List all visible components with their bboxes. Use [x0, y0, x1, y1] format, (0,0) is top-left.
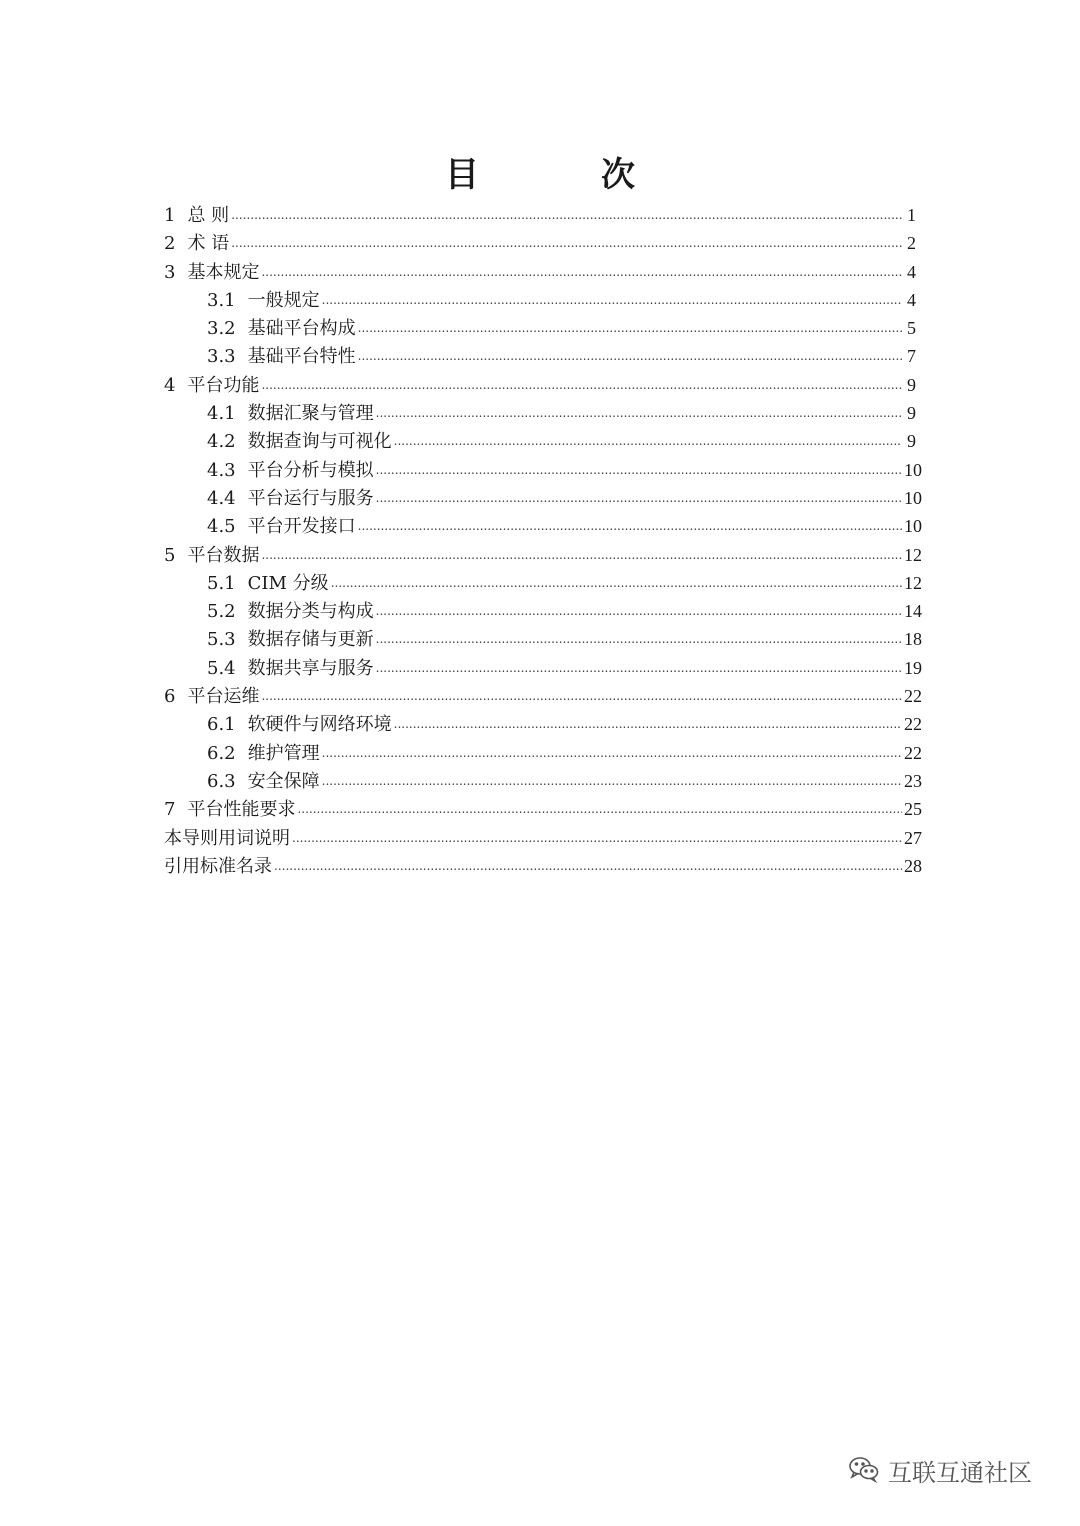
toc-subentry[interactable] — [164, 597, 922, 625]
toc-entry-page: 7 — [907, 346, 916, 367]
toc-entry-label: 维护管理 — [247, 742, 320, 764]
toc-subentry[interactable] — [164, 314, 916, 342]
toc-entry-label: 基本规定 — [187, 261, 260, 283]
toc-entry-label: 一般规定 — [247, 289, 320, 311]
toc-entry-label: 本导则用词说明 — [164, 827, 290, 849]
toc-leader-dots — [376, 484, 902, 512]
toc-subentry[interactable] — [164, 456, 922, 484]
toc-entry-page: 12 — [904, 544, 922, 565]
toc-entry-number: 4 — [164, 374, 176, 396]
toc-entry-label: 软硬件与网络环境 — [247, 714, 392, 736]
toc-subentry[interactable] — [164, 654, 922, 682]
toc-leader-dots — [292, 824, 902, 852]
toc-leader-dots — [331, 569, 902, 597]
toc-entry-page: 10 — [904, 487, 922, 508]
toc-entry-label: 平台开发接口 — [247, 516, 356, 538]
toc-leader-dots — [274, 852, 902, 880]
toc-entry-number: 4.2 — [207, 431, 236, 453]
toc-entry-label: CIM 分级 — [247, 572, 329, 594]
toc-entry-page: 1 — [907, 205, 916, 225]
toc-entry[interactable] — [164, 258, 916, 286]
toc-entry-number: 5.2 — [207, 601, 236, 623]
toc-entry-page: 5 — [907, 318, 916, 339]
toc-entry-label: 总 则 — [187, 205, 230, 226]
toc-entry-label: 数据分类与构成 — [247, 601, 374, 623]
toc-leader-dots — [231, 201, 902, 229]
toc-entry-label: 平台数据 — [187, 544, 260, 566]
toc-entry-page: 22 — [904, 742, 922, 763]
toc-entry[interactable] — [164, 682, 922, 710]
toc-leader-dots — [376, 456, 902, 484]
toc-entry-page: 4 — [907, 261, 916, 282]
toc-entry-label: 引用标准名录 — [164, 855, 272, 877]
toc-leader-dots — [358, 342, 902, 370]
toc-entry-page: 9 — [907, 431, 916, 452]
toc-entry-page: 2 — [907, 233, 916, 254]
toc-entry-page: 23 — [904, 770, 922, 791]
toc-entry-page: 28 — [904, 855, 922, 876]
toc-entry-number: 6 — [164, 686, 176, 708]
toc-entry-number: 4.5 — [207, 516, 236, 538]
toc-leader-dots — [261, 258, 902, 286]
toc-entry-label: 安全保障 — [247, 770, 320, 792]
toc-entry-page: 19 — [904, 657, 922, 678]
toc-entry-number: 3 — [164, 261, 176, 283]
toc-subentry[interactable] — [164, 399, 916, 427]
toc-subentry[interactable] — [164, 767, 922, 795]
toc-entry-page: 22 — [904, 714, 922, 735]
watermark-text: 互联互通社区 — [888, 1458, 1032, 1487]
toc-entry-label: 平台运维 — [187, 686, 260, 708]
toc-entry-number: 2 — [164, 233, 176, 255]
toc-subentry[interactable] — [164, 342, 916, 370]
toc-entry-number: 4.4 — [207, 487, 236, 509]
toc-entry[interactable] — [164, 824, 922, 852]
toc-entry-label: 平台性能要求 — [187, 799, 296, 821]
toc-subentry[interactable] — [164, 512, 922, 540]
toc-leader-dots — [322, 767, 902, 795]
toc-entry[interactable] — [164, 795, 922, 823]
toc-entry-number: 5.4 — [207, 657, 236, 679]
toc-subentry[interactable] — [164, 739, 922, 767]
toc-entry-page: 10 — [904, 459, 922, 480]
toc-entry-page: 10 — [904, 516, 922, 537]
toc-entry[interactable] — [164, 201, 916, 229]
wechat-icon — [848, 1455, 880, 1490]
toc-leader-dots — [376, 399, 902, 427]
toc-entry-page: 4 — [907, 289, 916, 310]
toc-leader-dots — [376, 654, 902, 682]
toc-entry-number: 4.1 — [207, 403, 236, 425]
toc-entry-page: 27 — [904, 827, 922, 848]
toc-leader-dots — [231, 229, 902, 257]
toc-leader-dots — [297, 795, 902, 823]
toc-entry-number: 3.2 — [207, 318, 236, 340]
toc-leader-dots — [394, 427, 902, 455]
toc-entry[interactable] — [164, 852, 922, 880]
toc-entry-page: 12 — [904, 572, 922, 593]
toc-leader-dots — [261, 541, 902, 569]
toc-entry-number: 6.3 — [207, 770, 236, 792]
toc-entry-page: 22 — [904, 686, 922, 707]
toc-entry-label: 数据汇聚与管理 — [247, 403, 374, 425]
toc-leader-dots — [358, 512, 902, 540]
toc-subentry[interactable] — [164, 710, 922, 738]
toc-leader-dots — [376, 597, 902, 625]
toc-entry-label: 平台分析与模拟 — [247, 459, 374, 481]
toc-entry-number: 3.3 — [207, 346, 236, 368]
toc-entry-label: 术 语 — [187, 233, 230, 255]
toc-entry-page: 9 — [907, 403, 916, 424]
toc-entry-page: 25 — [904, 799, 922, 820]
toc-entry-number: 1 — [164, 205, 176, 226]
toc-entry-label: 数据存储与更新 — [247, 629, 374, 651]
toc-entry-number: 6.2 — [207, 742, 236, 764]
toc-leader-dots — [358, 314, 902, 342]
toc-leader-dots — [322, 739, 902, 767]
toc-subentry[interactable] — [164, 625, 922, 653]
toc-entry-number: 5.1 — [207, 572, 236, 594]
toc-leader-dots — [322, 286, 902, 314]
toc-leader-dots — [376, 625, 902, 653]
toc-entry-number: 3.1 — [207, 289, 236, 311]
toc-entry[interactable] — [164, 541, 922, 569]
toc-entry-label: 平台功能 — [187, 374, 260, 396]
toc-entry-label: 基础平台特性 — [247, 346, 356, 368]
toc-entry-label: 数据查询与可视化 — [247, 431, 392, 453]
toc-entry-label: 平台运行与服务 — [247, 487, 374, 509]
page-title: 目 次 — [445, 154, 679, 195]
toc-entry-number: 5.3 — [207, 629, 236, 651]
toc-entry-number: 6.1 — [207, 714, 236, 736]
toc-entry-number: 5 — [164, 544, 176, 566]
toc-entry-label: 数据共享与服务 — [247, 657, 374, 679]
watermark — [848, 1455, 1032, 1490]
table-of-contents — [164, 201, 922, 880]
toc-entry[interactable] — [164, 371, 916, 399]
toc-leader-dots — [261, 682, 902, 710]
toc-entry[interactable] — [164, 229, 916, 257]
toc-entry-page: 14 — [904, 601, 922, 622]
toc-entry-page: 9 — [907, 374, 916, 395]
toc-leader-dots — [394, 710, 902, 738]
toc-subentry[interactable] — [164, 286, 916, 314]
toc-entry-number: 4.3 — [207, 459, 236, 481]
toc-leader-dots — [261, 371, 902, 399]
toc-entry-number: 7 — [164, 799, 176, 821]
toc-subentry[interactable] — [164, 569, 922, 597]
toc-entry-label: 基础平台构成 — [247, 318, 356, 340]
toc-entry-page: 18 — [904, 629, 922, 650]
toc-subentry[interactable] — [164, 484, 922, 512]
toc-subentry[interactable] — [164, 427, 916, 455]
